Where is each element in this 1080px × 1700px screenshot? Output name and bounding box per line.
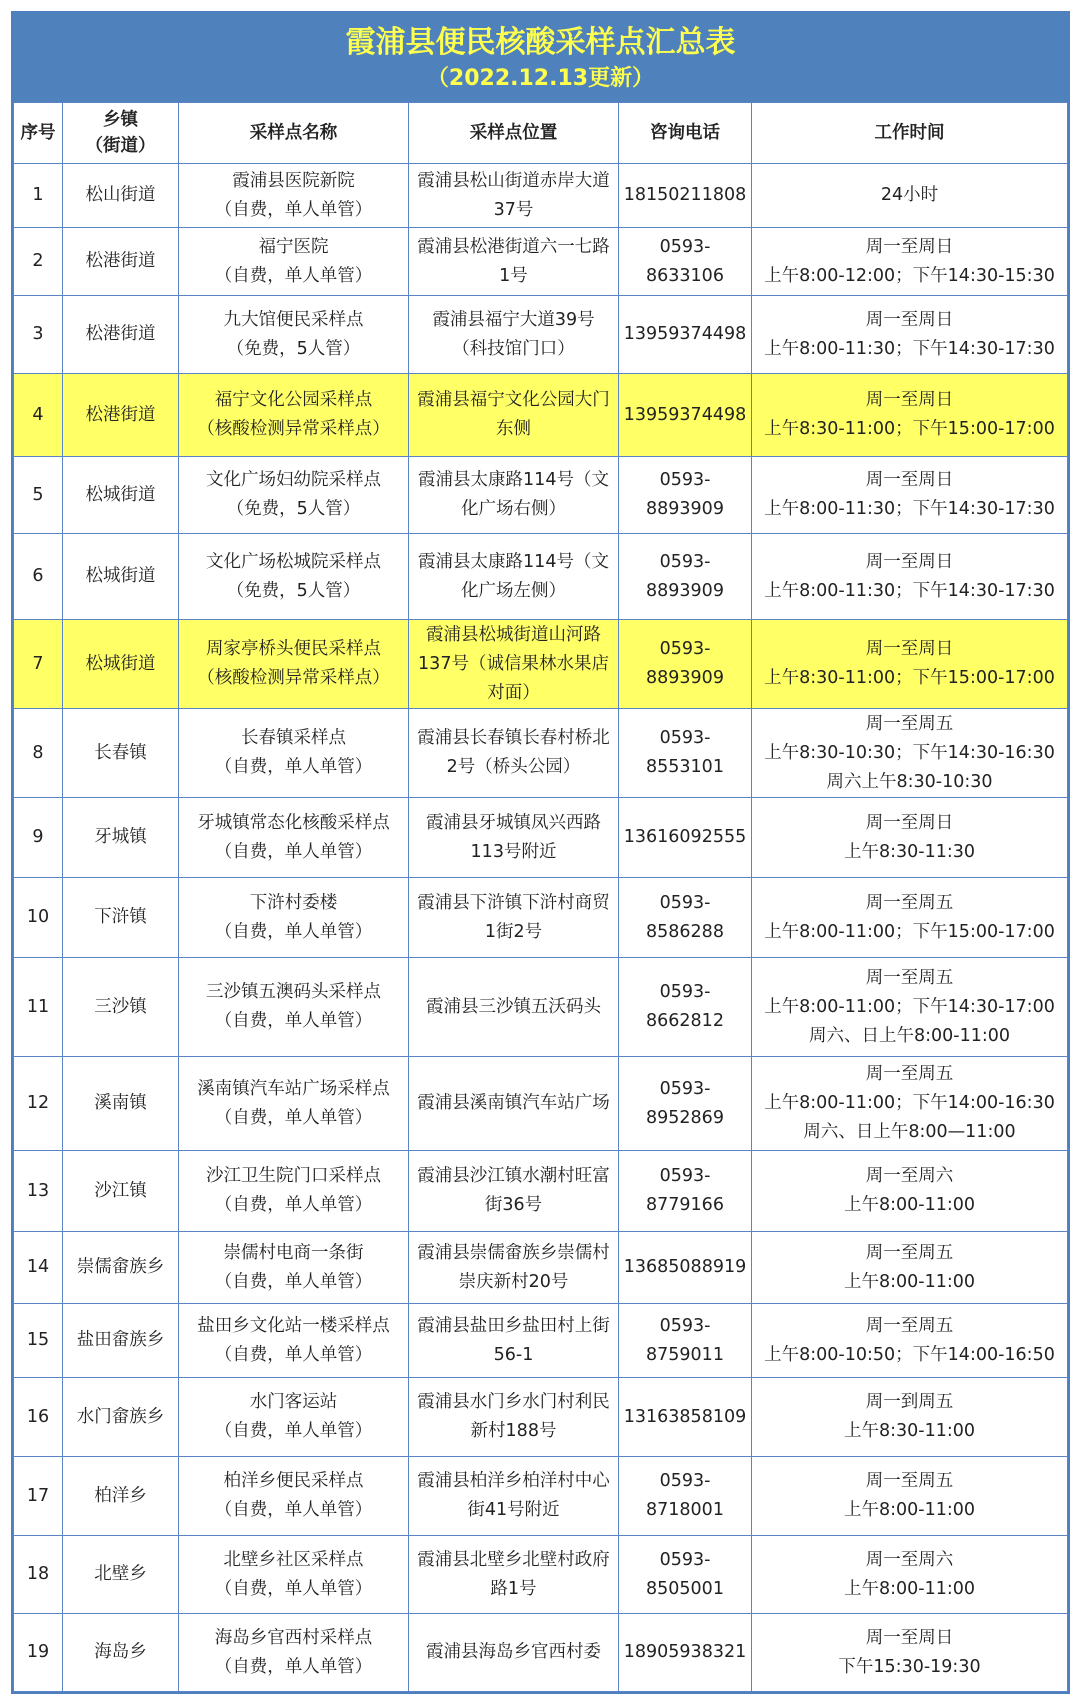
- hours-cell: 周一至周日 上午8:00-11:30；下午14:30-17:30: [752, 296, 1068, 374]
- hours-cell: 周一至周日 上午8:30-11:00；下午15:00-17:00: [752, 620, 1068, 709]
- table-row: [14, 534, 1068, 620]
- sampling-sites-table: [13, 102, 1068, 1692]
- phone-cell: 18150211808: [619, 164, 752, 228]
- location-cell: 霞浦县松山街道赤岸大道 37号: [409, 164, 619, 228]
- location-cell: 霞浦县下浒镇下浒村商贸 1街2号: [409, 878, 619, 958]
- row-number: 14: [14, 1232, 63, 1304]
- phone-cell: 13616092555: [619, 798, 752, 878]
- location-cell: 霞浦县沙江镇水潮村旺富 街36号: [409, 1151, 619, 1232]
- row-number: 13: [14, 1151, 63, 1232]
- town-cell: 北壁乡: [63, 1536, 179, 1614]
- table-row: [14, 1232, 1068, 1304]
- town-cell: 松城街道: [63, 534, 179, 620]
- phone-cell: 13959374498: [619, 296, 752, 374]
- table-row: [14, 164, 1068, 228]
- location-cell: 霞浦县松港街道六一七路 1号: [409, 228, 619, 296]
- location-cell: 霞浦县盐田乡盐田村上街 56-1: [409, 1304, 619, 1378]
- site-name-cell: 北壁乡社区采样点 （自费，单人单管）: [179, 1536, 409, 1614]
- town-cell: 松港街道: [63, 228, 179, 296]
- town-cell: 牙城镇: [63, 798, 179, 878]
- phone-cell: 0593-8779166: [619, 1151, 752, 1232]
- phone-cell: 0593-8893909: [619, 620, 752, 709]
- table-row: [14, 296, 1068, 374]
- town-cell: 松城街道: [63, 620, 179, 709]
- row-number: 11: [14, 958, 63, 1057]
- table-row: [14, 1614, 1068, 1692]
- town-cell: 松山街道: [63, 164, 179, 228]
- table-row: [14, 798, 1068, 878]
- hours-cell: 周一到周五 上午8:30-11:00: [752, 1378, 1068, 1457]
- hours-cell: 周一至周五 上午8:00-11:00: [752, 1457, 1068, 1536]
- col-header-number: 序号: [14, 103, 63, 164]
- col-header-phone: 咨询电话: [619, 103, 752, 164]
- row-number: 4: [14, 374, 63, 457]
- town-cell: 松港街道: [63, 374, 179, 457]
- table-row: [14, 620, 1068, 709]
- table-row: [14, 1151, 1068, 1232]
- update-date: （2022.12.13更新）: [426, 66, 655, 91]
- row-number: 15: [14, 1304, 63, 1378]
- hours-cell: 周一至周日 上午8:00-11:30；下午14:30-17:30: [752, 534, 1068, 620]
- site-name-cell: 盐田乡文化站一楼采样点 （自费，单人单管）: [179, 1304, 409, 1378]
- location-cell: 霞浦县福宁大道39号 （科技馆门口）: [409, 296, 619, 374]
- row-number: 16: [14, 1378, 63, 1457]
- row-number: 12: [14, 1057, 63, 1151]
- hours-cell: 周一至周日 上午8:00-11:30；下午14:30-17:30: [752, 457, 1068, 534]
- phone-cell: 0593-8893909: [619, 457, 752, 534]
- location-cell: 霞浦县松城街道山河路 137号（诚信果林水果店 对面）: [409, 620, 619, 709]
- site-name-cell: 崇儒村电商一条街 （自费，单人单管）: [179, 1232, 409, 1304]
- location-cell: 霞浦县太康路114号（文 化广场右侧）: [409, 457, 619, 534]
- phone-cell: 0593-8952869: [619, 1057, 752, 1151]
- location-cell: 霞浦县三沙镇五沃码头: [409, 958, 619, 1057]
- hours-cell: 周一至周日 上午8:00-12:00；下午14:30-15:30: [752, 228, 1068, 296]
- hours-cell: 24小时: [752, 164, 1068, 228]
- town-cell: 松城街道: [63, 457, 179, 534]
- hours-cell: 周一至周日 上午8:30-11:30: [752, 798, 1068, 878]
- phone-cell: 13163858109: [619, 1378, 752, 1457]
- phone-cell: 0593-8893909: [619, 534, 752, 620]
- table-row: [14, 1304, 1068, 1378]
- hours-cell: 周一至周五 上午8:00-11:00；下午15:00-17:00: [752, 878, 1068, 958]
- site-name-cell: 沙江卫生院门口采样点 （自费，单人单管）: [179, 1151, 409, 1232]
- town-cell: 长春镇: [63, 709, 179, 798]
- site-name-cell: 文化广场松城院采样点 （免费，5人管）: [179, 534, 409, 620]
- site-name-cell: 三沙镇五澳码头采样点 （自费，单人单管）: [179, 958, 409, 1057]
- row-number: 6: [14, 534, 63, 620]
- site-name-cell: 海岛乡官西村采样点 （自费，单人单管）: [179, 1614, 409, 1692]
- town-cell: 松港街道: [63, 296, 179, 374]
- table-header-row: [14, 103, 1068, 164]
- page-title: 霞浦县便民核酸采样点汇总表: [345, 25, 736, 60]
- town-cell: 盐田畲族乡: [63, 1304, 179, 1378]
- table-row: [14, 1457, 1068, 1536]
- table-row: [14, 374, 1068, 457]
- row-number: 19: [14, 1614, 63, 1692]
- town-cell: 柏洋乡: [63, 1457, 179, 1536]
- table-row: [14, 1378, 1068, 1457]
- table-row: [14, 1057, 1068, 1151]
- site-name-cell: 文化广场妇幼院采样点 （免费，5人管）: [179, 457, 409, 534]
- title-band: [13, 13, 1068, 102]
- summary-sheet: [11, 11, 1070, 1694]
- town-cell: 水门畲族乡: [63, 1378, 179, 1457]
- row-number: 9: [14, 798, 63, 878]
- phone-cell: 0593-8505001: [619, 1536, 752, 1614]
- hours-cell: 周一至周日 上午8:30-11:00；下午15:00-17:00: [752, 374, 1068, 457]
- col-header-site-name: 采样点名称: [179, 103, 409, 164]
- location-cell: 霞浦县太康路114号（文 化广场左侧）: [409, 534, 619, 620]
- town-cell: 沙江镇: [63, 1151, 179, 1232]
- row-number: 5: [14, 457, 63, 534]
- table-row: [14, 228, 1068, 296]
- site-name-cell: 溪南镇汽车站广场采样点 （自费，单人单管）: [179, 1057, 409, 1151]
- hours-cell: 周一至周六 上午8:00-11:00: [752, 1151, 1068, 1232]
- hours-cell: 周一至周五 上午8:00-11:00；下午14:30-17:00 周六、日上午8:00-11:00: [752, 958, 1068, 1057]
- phone-cell: 0593-8759011: [619, 1304, 752, 1378]
- phone-cell: 18905938321: [619, 1614, 752, 1692]
- hours-cell: 周一至周五 上午8:00-11:00: [752, 1232, 1068, 1304]
- row-number: 18: [14, 1536, 63, 1614]
- site-name-cell: 柏洋乡便民采样点 （自费，单人单管）: [179, 1457, 409, 1536]
- col-header-location: 采样点位置: [409, 103, 619, 164]
- phone-cell: 0593-8553101: [619, 709, 752, 798]
- row-number: 7: [14, 620, 63, 709]
- location-cell: 霞浦县福宁文化公园大门 东侧: [409, 374, 619, 457]
- col-header-hours: 工作时间: [752, 103, 1068, 164]
- town-cell: 溪南镇: [63, 1057, 179, 1151]
- location-cell: 霞浦县海岛乡官西村委: [409, 1614, 619, 1692]
- location-cell: 霞浦县崇儒畲族乡崇儒村 崇庆新村20号: [409, 1232, 619, 1304]
- phone-cell: 0593-8662812: [619, 958, 752, 1057]
- table-row: [14, 457, 1068, 534]
- row-number: 10: [14, 878, 63, 958]
- location-cell: 霞浦县北壁乡北壁村政府 路1号: [409, 1536, 619, 1614]
- site-name-cell: 霞浦县医院新院 （自费，单人单管）: [179, 164, 409, 228]
- table-row: [14, 709, 1068, 798]
- hours-cell: 周一至周六 上午8:00-11:00: [752, 1536, 1068, 1614]
- site-name-cell: 水门客运站 （自费，单人单管）: [179, 1378, 409, 1457]
- phone-cell: 0593-8718001: [619, 1457, 752, 1536]
- town-cell: 下浒镇: [63, 878, 179, 958]
- row-number: 2: [14, 228, 63, 296]
- site-name-cell: 下浒村委楼 （自费，单人单管）: [179, 878, 409, 958]
- row-number: 1: [14, 164, 63, 228]
- location-cell: 霞浦县水门乡水门村利民 新村188号: [409, 1378, 619, 1457]
- town-cell: 海岛乡: [63, 1614, 179, 1692]
- location-cell: 霞浦县溪南镇汽车站广场: [409, 1057, 619, 1151]
- hours-cell: 周一至周五 上午8:00-11:00；下午14:00-16:30 周六、日上午8:00—11:00: [752, 1057, 1068, 1151]
- site-name-cell: 周家亭桥头便民采样点 （核酸检测异常采样点）: [179, 620, 409, 709]
- table-row: [14, 878, 1068, 958]
- hours-cell: 周一至周日 下午15:30-19:30: [752, 1614, 1068, 1692]
- col-header-town: 乡镇 （街道）: [63, 103, 179, 164]
- site-name-cell: 福宁医院 （自费，单人单管）: [179, 228, 409, 296]
- site-name-cell: 福宁文化公园采样点 （核酸检测异常采样点）: [179, 374, 409, 457]
- table-row: [14, 958, 1068, 1057]
- phone-cell: 13959374498: [619, 374, 752, 457]
- location-cell: 霞浦县长春镇长春村桥北 2号（桥头公园）: [409, 709, 619, 798]
- location-cell: 霞浦县柏洋乡柏洋村中心 街41号附近: [409, 1457, 619, 1536]
- table-row: [14, 1536, 1068, 1614]
- hours-cell: 周一至周五 上午8:30-10:30；下午14:30-16:30 周六上午8:30-10:30: [752, 709, 1068, 798]
- town-cell: 崇儒畲族乡: [63, 1232, 179, 1304]
- site-name-cell: 牙城镇常态化核酸采样点 （自费，单人单管）: [179, 798, 409, 878]
- town-cell: 三沙镇: [63, 958, 179, 1057]
- row-number: 3: [14, 296, 63, 374]
- phone-cell: 13685088919: [619, 1232, 752, 1304]
- phone-cell: 0593-8586288: [619, 878, 752, 958]
- site-name-cell: 长春镇采样点 （自费，单人单管）: [179, 709, 409, 798]
- row-number: 17: [14, 1457, 63, 1536]
- hours-cell: 周一至周五 上午8:00-10:50；下午14:00-16:50: [752, 1304, 1068, 1378]
- site-name-cell: 九大馆便民采样点 （免费，5人管）: [179, 296, 409, 374]
- phone-cell: 0593-8633106: [619, 228, 752, 296]
- row-number: 8: [14, 709, 63, 798]
- location-cell: 霞浦县牙城镇凤兴西路 113号附近: [409, 798, 619, 878]
